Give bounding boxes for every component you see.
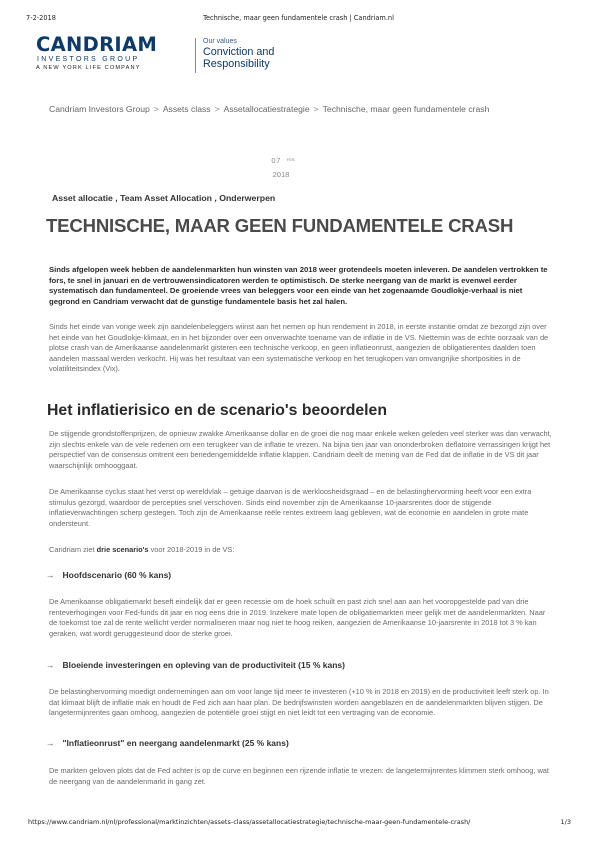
arrow-right-icon: → [46,660,55,670]
tagline-line2: Responsibility [203,58,270,70]
paragraph-scenarios-intro [49,545,553,556]
publish-day: 07 [271,156,281,165]
article-lead: Sinds afgelopen week hebben de aandelenmarkten hun winsten van 2018 weer grotendeels moeten inleveren. De aandelen vertrokken te fors, te snel in januari en de vertrouwensindicatoren werden te optimistisch. De sterke neergang van de markt is evenwel eerder systematisch dan fundamenteel. De groeiende vrees van beleggers voor een einde van het zogenaamde Goudlokje-verhaal is niet gegrond en Candriam verwacht dat de gunstige fundamentele basis het zal halen. [49,265,548,306]
scenarios-intro-bold: drie scenario's [96,545,149,554]
scenario-1-text: De Amerikaanse obligatiemarkt beseft eindelijk dat er geen recessie om de hoek schuilt en past zich snel aan aan het vooropgestelde pad van drie renteverhogingen voor Fed-funds dit jaar en nog eens drie in 2019. Inzekere mate lopen de obligatiemarkten meer gelijk met de aandelenmarkten. Naar de toekomst toe zal de rente wellicht verder normaliseren maar nog niet te hoog reiken, aangezien de Amerikaanse 10-jaarsrente in 2018 tot 3 % kan geraken, wat wordt geruggesteund door de sterke groei. [49,597,546,638]
print-page-number: 1/3 [560,818,571,826]
breadcrumb-item-strategy[interactable]: Assetallocatiestrategie [223,104,310,114]
print-date: 7-2-2018 [26,14,56,22]
breadcrumb-item-home[interactable]: Candriam Investors Group [49,104,150,114]
publish-date [262,150,304,179]
logo-tagline [203,38,274,70]
tagline-line1: Conviction and [203,46,275,58]
print-footer [28,818,571,826]
logo-divider [195,38,196,73]
scenario-1-title: Hoofdscenario (60 % kans) [62,570,172,580]
breadcrumb-item-assets-class[interactable]: Assets class [162,104,211,114]
scenarios-intro-post: voor 2018-2019 in de VS: [148,545,235,554]
paragraph-inflation: De stijgende grondstoffenprijzen, de opnieuw zwakke Amerikaanse dollar en de groei die nog maar enkele weken geleden veel sterker was dan verwacht, zijn slechts enkele van de vele redenen om een terugkeer van de inflatie te vrezen. Na bijna tien jaar van ononderbroken deflatoire verrassingen krijgt het perspectief van de consensus omtrent een benedengemiddelde inflatie klappen. Candriam deelt de mening van de Fed dat de inflatie in de VS dit jaar waarschijnlijk omhooggaat. [49,429,552,470]
scenarios-intro-pre: Candriam ziet [49,545,97,554]
scenario-1-heading [46,570,171,580]
arrow-right-icon: → [46,738,55,748]
tagline-caption: Our values [203,38,237,45]
logo-brand: CANDRIAM [36,33,158,56]
print-page-title: Technische, maar geen fundamentele crash | Candriam.nl [203,14,394,22]
article-title: TECHNISCHE, MAAR GEEN FUNDAMENTELE CRASH [46,215,514,236]
breadcrumb-separator: > [214,104,220,114]
article-categories[interactable]: Asset allocatie , Team Asset Allocation , Onderwerpen [52,193,276,203]
print-url: https://www.candriam.nl/nl/professional/marktinzichten/assets-class/assetallocatiestrategie/technische-maar-geen-fundamentele-crash/ [28,818,471,826]
scenario-2-text: De belastinghervorming moedigt ondernemingen aan om voor lange tijd meer te investeren (+10 % in 2018 en 2019) en de productiviteit leeft sterk op. In dat klimaat blijft de inflatie mak en houdt de Fed zich aan haar plan. De bedrijfswinsten worden aangeblazen en de aandelenmarkten blijven stijgen. De langetermijnrentes gaan omhoog, aangezien de potentiële groei stijgt en niet leidt tot een vertraging van de economie. [49,687,549,718]
article-intro: Sinds het einde van vorige week zijn aandelenbeleggers wiinst aan het nemen op hun rendement in 2018, in eerste instantie omdat ze bezorgd zijn over het einde van het Goudlokje-klimaat, en in het bijzonder over een onverwachte toename van de inflatie in de VS. Niettemin was de echte oorzaak van de plotse crash van de Amerikaanse aandelenmarkt gisteren een technische verkoop, en geen inflatieonrust, aangezien de obligatierentes daalden toen aandelen massaal werden verkocht. Hij was het resultaat van een systematische verkoop en het terugkopen van omvangrijke shortposities in de volatiliteitsindex (Vix). [49,322,549,374]
logo-subline: INVESTORS GROUP [37,56,140,63]
arrow-right-icon: → [46,570,55,580]
scenario-3-heading [46,738,289,748]
breadcrumb [49,104,489,114]
paragraph-us-cycle: De Amerikaanse cyclus staat het verst op wereldvlak – getuige daarvan is de werkloosheidsgraad – en de belastinghervorming heeft voor een extra stimulus gezorgd, waardoor de percepties snel verschoven. Sinds eind november zijn de Amerikaanse 10-jaarsrentes door de stijgende inflatieverwachtingen scherp gestegen. Toch zijn de Amerikaanse reële rentes extreem laag gebleven, wat de economie en aandelen in grote mate ondersteunt. [49,487,532,528]
breadcrumb-separator: > [153,104,159,114]
candriam-logo[interactable] [36,33,282,76]
section-heading: Het inflatierisico en de scenario's beoordelen [47,402,387,419]
scenario-2-title: Bloeiende investeringen en opleving van de productiviteit (15 % kans) [62,660,345,670]
breadcrumb-separator: > [313,104,319,114]
scenario-3-title: "Inflatieonrust" en neergang aandelenmarkt (25 % kans) [62,738,289,748]
scenario-2-heading [46,660,345,670]
breadcrumb-item-current: Technische, maar geen fundamentele crash [322,104,490,114]
publish-year: 2018 [272,170,290,179]
scenario-3-text: De markten geloven plots dat de Fed achter is op de curve en beginnen een rijzende inflatie te vrezen: de langetermijnrentes klimmen sterk omhoog, wat de neergang van de aandelenmarkt in gang zet. [49,766,549,786]
publish-month: FEB [286,157,295,162]
logo-parent-company: A NEW YORK LIFE COMPANY [36,65,141,71]
print-header [26,14,571,24]
